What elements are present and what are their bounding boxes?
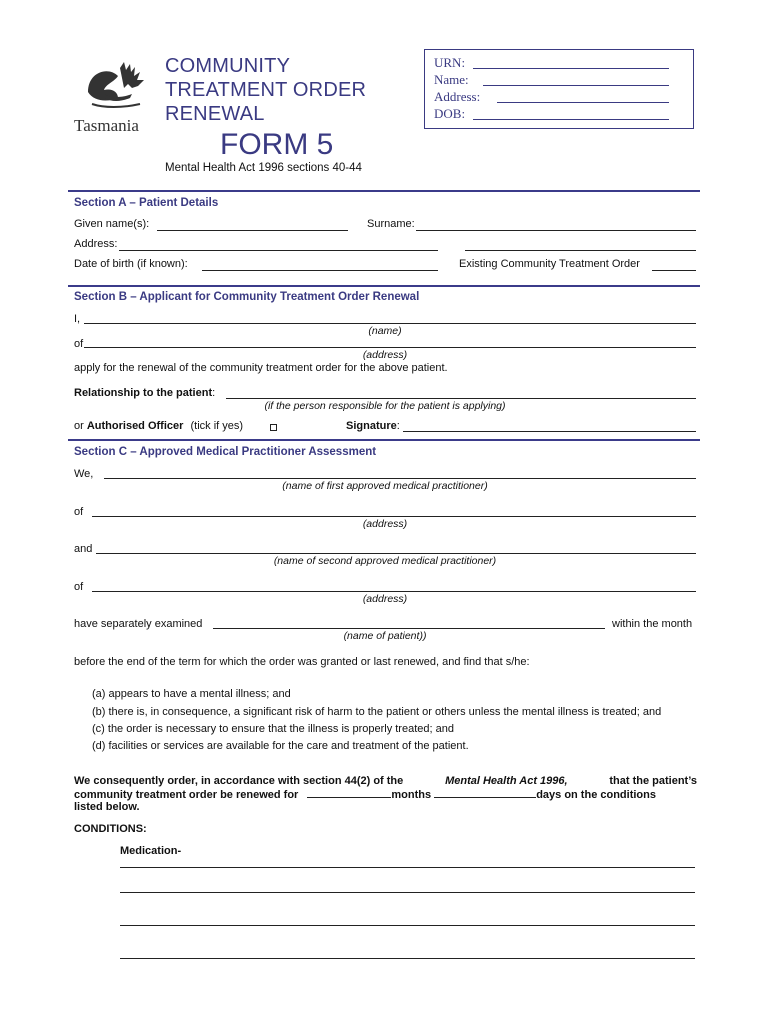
of-label-1: of xyxy=(74,506,84,518)
applicant-name-field[interactable] xyxy=(84,323,696,324)
conditions-line-2[interactable] xyxy=(120,892,695,893)
applicant-address-field[interactable] xyxy=(84,347,696,348)
criterion-b: (b) there is, in consequence, a significant risk of harm to the patient or others unless the mental illness is treated; and xyxy=(92,706,662,718)
dob-label: DOB: xyxy=(434,106,466,121)
section-b-heading: Section B – Applicant for Community Treatment Order Renewal xyxy=(74,291,420,303)
address-field[interactable] xyxy=(497,102,669,103)
form-number: FORM 5 xyxy=(220,128,334,161)
logo-text: Tasmania xyxy=(74,116,139,135)
and-label: and xyxy=(74,543,93,555)
applicant-address-hint: (address) xyxy=(362,349,408,361)
first-practitioner-address-hint: (address) xyxy=(362,518,408,530)
authorised-officer-label: Authorised Officer xyxy=(86,420,184,432)
section-c-divider xyxy=(68,439,700,441)
second-practitioner-hint: (name of second approved medical practitioner) xyxy=(273,555,497,567)
tasmania-logo xyxy=(74,58,164,138)
signature-label-text: Signature xyxy=(346,420,397,432)
given-names-field[interactable] xyxy=(157,230,348,231)
months-field[interactable] xyxy=(307,788,391,798)
section-a-heading: Section A – Patient Details xyxy=(74,197,219,209)
signature-colon: : xyxy=(396,420,400,432)
within-month-label: within the month xyxy=(612,618,693,630)
section-b-divider xyxy=(68,285,700,287)
first-practitioner-field[interactable] xyxy=(104,478,696,479)
signature-field[interactable] xyxy=(403,431,696,432)
title-line-2: TREATMENT ORDER xyxy=(165,79,367,101)
order-line-3: listed below. xyxy=(74,801,140,813)
order-line-2 xyxy=(74,788,697,801)
order-months: months xyxy=(391,789,432,801)
of-label-2: of xyxy=(74,581,84,593)
existing-cto-field[interactable] xyxy=(652,270,696,271)
address-label: Address: xyxy=(74,238,118,250)
criterion-d: (d) facilities or services are available for the care and treatment of the patient. xyxy=(92,740,469,752)
address-field-1[interactable] xyxy=(119,250,438,251)
second-practitioner-field[interactable] xyxy=(96,553,696,554)
address-field-2[interactable] xyxy=(465,250,696,251)
conditions-line-4[interactable] xyxy=(120,958,695,959)
section-c-heading: Section C – Approved Medical Practitioner Assessment xyxy=(74,446,377,458)
patient-name-field[interactable] xyxy=(213,628,605,629)
urn-field[interactable] xyxy=(473,68,669,69)
patient-name-hint: (name of patient)) xyxy=(343,630,427,642)
conditions-line-3[interactable] xyxy=(120,925,695,926)
section-a-divider xyxy=(68,190,700,192)
days-field[interactable] xyxy=(434,788,536,798)
dob-label: Date of birth (if known): xyxy=(74,258,188,270)
relationship-label-text: Relationship to the patient xyxy=(74,387,213,399)
order-part-1: We consequently order, in accordance with section 44(2) of the xyxy=(74,775,404,787)
conditions-line-1[interactable] xyxy=(120,867,695,868)
relationship-label xyxy=(74,387,215,399)
signature-label xyxy=(346,420,400,432)
title-line-1: COMMUNITY xyxy=(165,55,291,77)
order-act: Mental Health Act 1996, xyxy=(445,775,568,787)
name-field[interactable] xyxy=(483,85,669,86)
order-days: days on the conditions xyxy=(536,789,656,801)
relationship-field[interactable] xyxy=(226,398,696,399)
title-line-3: RENEWAL xyxy=(165,103,265,125)
criterion-c: (c) the order is necessary to ensure that the illness is properly treated; and xyxy=(92,723,454,735)
patient-id-box xyxy=(424,49,694,129)
relationship-colon: : xyxy=(212,387,216,399)
act-reference: Mental Health Act 1996 sections 40-44 xyxy=(165,162,362,174)
tick-hint: (tick if yes) xyxy=(190,420,244,432)
apply-text: apply for the renewal of the community treatment order for the above patient. xyxy=(74,362,448,374)
applicant-name-hint: (name) xyxy=(368,325,402,337)
dob-field[interactable] xyxy=(473,119,669,120)
we-label: We, xyxy=(74,468,94,480)
medication-label: Medication- xyxy=(120,845,182,857)
conditions-heading: CONDITIONS: xyxy=(74,823,147,835)
second-practitioner-address-hint: (address) xyxy=(362,593,408,605)
address-label: Address: xyxy=(434,89,481,104)
order-line-2a: community treatment order be renewed for xyxy=(74,789,299,801)
examined-label: have separately examined xyxy=(74,618,203,630)
order-line-1 xyxy=(74,775,697,787)
dob-field[interactable] xyxy=(202,270,438,271)
surname-label: Surname: xyxy=(367,218,415,230)
second-practitioner-address-field[interactable] xyxy=(92,591,696,592)
given-names-label: Given name(s): xyxy=(74,218,150,230)
i-label: I, xyxy=(74,313,81,325)
relationship-hint: (if the person responsible for the patient is applying) xyxy=(264,400,506,412)
authorised-officer-row xyxy=(74,420,243,432)
of-label: of xyxy=(74,338,84,350)
or-label: or xyxy=(74,420,84,432)
name-label: Name: xyxy=(434,72,469,87)
first-practitioner-hint: (name of first approved medical practitioner) xyxy=(282,480,488,492)
criterion-a: (a) appears to have a mental illness; and xyxy=(92,688,291,700)
order-part-2: that the patient’s xyxy=(609,775,697,787)
urn-label: URN: xyxy=(434,55,466,70)
tasmania-emblem-icon xyxy=(74,58,164,118)
authorised-officer-checkbox[interactable] xyxy=(270,424,277,431)
first-practitioner-address-field[interactable] xyxy=(92,516,696,517)
surname-field[interactable] xyxy=(416,230,696,231)
existing-cto-label: Existing Community Treatment Order xyxy=(459,258,640,270)
before-text: before the end of the term for which the order was granted or last renewed, and find that s/he: xyxy=(74,656,530,668)
